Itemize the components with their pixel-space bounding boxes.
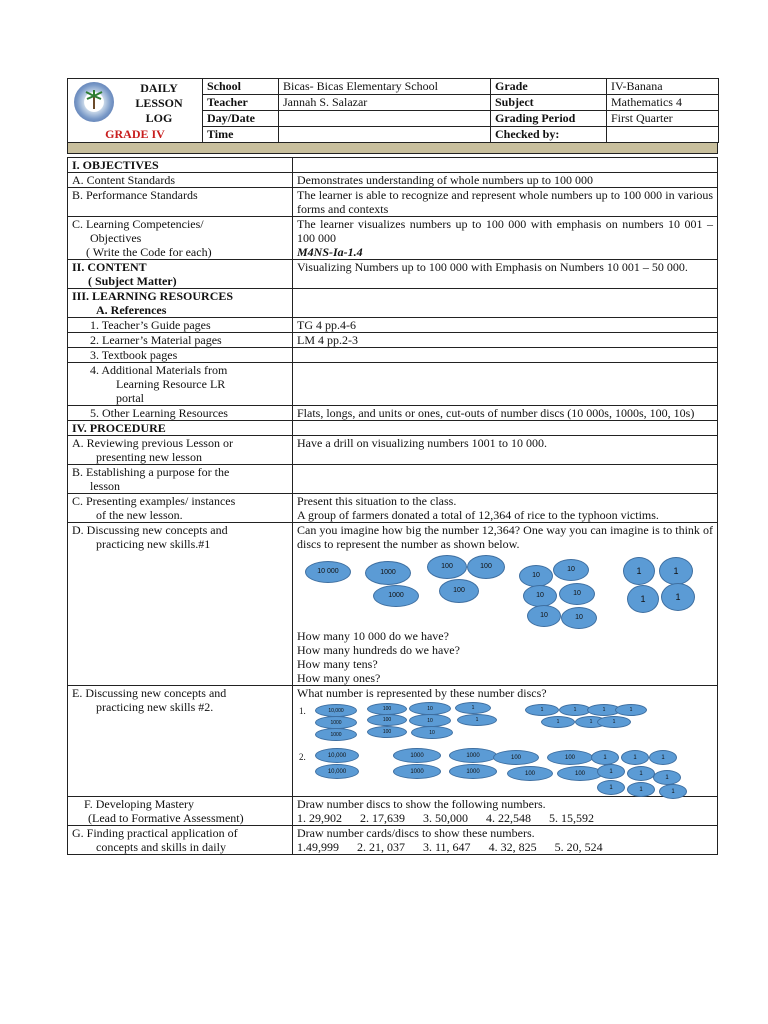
resource-item-1-label: 1. Teacher’s Guide pages [68,318,293,333]
number-item: 2. 17,639 [360,811,405,825]
number-disc: 100 [367,703,407,715]
resource-item-1-value: TG 4 pp.4-6 [293,318,718,333]
number-disc: 1 [597,780,625,795]
number-item: 1.49,999 [297,840,339,854]
number-disc: 10 [561,607,597,629]
checked-value [607,127,719,143]
number-item: 5. 15,592 [549,811,594,825]
header-table [67,78,719,143]
number-disc: 1 [559,704,591,716]
subject-label: Subject [491,95,607,111]
checked-label: Checked by: [491,127,607,143]
date-label: Day/Date [203,111,279,127]
number-disc: 1000 [365,561,411,585]
number-item: 3. 11, 647 [423,840,471,854]
number-disc: 1 [627,782,655,797]
number-disc: 1000 [449,764,497,779]
mastery-number-list [297,811,713,825]
number-disc: 1000 [373,585,419,607]
resource-item-3-label: 3. Textbook pages [68,348,293,363]
procedure-b-label: B. Establishing a purpose for the lesson [68,465,293,494]
number-disc: 1 [541,716,575,728]
number-disc: 100 [507,766,553,781]
number-disc: 1000 [393,748,441,763]
grade-value: IV-Banana [607,79,719,95]
number-disc: 1 [525,704,559,716]
school-label: School [203,79,279,95]
number-disc: 1 [649,750,677,765]
number-item: 4. 32, 825 [488,840,537,854]
number-disc: 1 [455,702,491,714]
time-value [279,127,491,143]
resource-item-4-label: 4. Additional Materials from Learning Resource LR portal [68,363,293,406]
number-disc: 10 [409,714,451,727]
number-item: 3. 50,000 [423,811,468,825]
number-disc: 10,000 [315,704,357,717]
competencies-label: C. Learning Competencies/ Objectives ( Write the Code for each) [68,217,293,260]
number-item: 1. 29,902 [297,811,342,825]
number-disc: 1 [627,585,659,613]
resource-item-5-label: 5. Other Learning Resources [68,406,293,421]
number-item: 4. 22,548 [486,811,531,825]
procedure-a-value: Have a drill on visualizing numbers 1001 to 10 000. [293,436,718,465]
number-disc: 10 [527,605,561,627]
period-label: Grading Period [491,111,607,127]
number-disc: 1000 [315,728,357,741]
content-heading: II. CONTENT ( Subject Matter) [68,260,293,289]
number-item: 5. 20, 524 [554,840,603,854]
number-disc: 10 000 [305,561,351,583]
resource-item-3-value [293,348,718,363]
procedure-heading: IV. PROCEDURE [68,421,293,436]
number-item: 2. 21, 037 [357,840,405,854]
number-disc: 1000 [449,748,497,763]
number-disc: 10 [523,585,557,607]
resource-item-5-value: Flats, longs, and units or ones, cut-outs of number discs (10 000s, 1000s, 100, 10s) [293,406,718,421]
number-disc: 1 [659,557,693,585]
number-disc: 1 [597,716,631,728]
number-disc: 100 [439,579,479,603]
objectives-heading: I. OBJECTIVES [68,158,293,173]
procedure-d-value: Can you imagine how big the number 12,364? One way you can imagine is to think of discs to represent the number as shown below. 10 000 1000 1000 100 100 100 10 10 10 10 10 10 1 1 1 1 How many 10 000 do we have? How many hundreds do we have? How many tens? How many ones? [293,523,718,686]
school-logo-cell [68,79,203,143]
number-disc: 1 [661,583,695,611]
resource-item-2-value: LM 4 pp.2-3 [293,333,718,348]
teacher-value: Jannah S. Salazar [279,95,491,111]
number-disc: 10 [409,702,451,715]
exercise-number-1: 1. [299,706,306,716]
procedure-f-value: Draw number discs to show the following numbers. 1. 29,902 2. 17,639 3. 50,000 4. 22,548 5. 15,592 [293,797,718,826]
number-disc: 100 [493,750,539,765]
grade-label: Grade [491,79,607,95]
number-disc: 1000 [315,716,357,729]
exercise-number-2: 2. [299,752,306,762]
competencies-value: The learner visualizes numbers up to 100 000 with emphasis on numbers 10 001 – 100 000 M4NS-Ia-1.4 [293,217,718,260]
school-seal-icon [74,82,114,122]
subject-value: Mathematics 4 [607,95,719,111]
number-disc: 1 [627,766,655,781]
number-disc: 10,000 [315,748,359,763]
procedure-f-label: F. Developing Mastery (Lead to Formative Assessment) [68,797,293,826]
time-label: Time [203,127,279,143]
number-disc: 1 [623,557,655,585]
period-value: First Quarter [607,111,719,127]
number-disc: 1 [653,770,681,785]
procedure-d-label: D. Discussing new concepts and practicing new skills.#1 [68,523,293,686]
number-disc: 100 [467,555,505,579]
number-disc: 1 [621,750,649,765]
number-disc: 1 [591,750,619,765]
number-discs-exercise [297,700,713,796]
procedure-e-value: What number is represented by these number discs? 1. 2. 10,000 1000 1000 100 100 100 10 10 10 1 1 1 1 1 1 1 1 1 10,000 10,000 1000 1000 1000 1000 100 100 100 100 1 1 1 1 1 1 1 1 1 [293,686,718,797]
number-disc: 10 [519,565,553,587]
teacher-label: Teacher [203,95,279,111]
number-discs-example [297,551,713,629]
number-disc: 1 [659,784,687,799]
number-disc: 1 [615,704,647,716]
procedure-a-label: A. Reviewing previous Lesson or presenting new lesson [68,436,293,465]
number-disc: 100 [547,750,593,765]
number-disc: 10 [553,559,589,581]
procedure-g-label: G. Finding practical application of concepts and skills in daily [68,826,293,855]
competency-code: M4NS-Ia-1.4 [297,245,363,259]
application-number-list [297,840,713,854]
performance-standards-value: The learner is able to recognize and represent whole numbers up to 100 000 in various forms and contexts [293,188,718,217]
number-disc: 1 [587,704,621,716]
date-value [279,111,491,127]
number-disc: 1000 [393,764,441,779]
procedure-g-value: Draw number cards/discs to show these numbers. 1.49,999 2. 21, 037 3. 11, 647 4. 32, 825 5. 20, 524 [293,826,718,855]
daily-lesson-log-title: DAILY LESSON LOG [135,81,183,125]
number-disc: 10 [411,726,453,739]
lesson-table [67,157,718,855]
school-value: Bicas- Bicas Elementary School [279,79,491,95]
lesson-log-page [67,78,718,855]
number-disc: 100 [427,555,467,579]
resource-item-2-label: 2. Learner’s Material pages [68,333,293,348]
number-disc: 10 [559,583,595,605]
number-disc: 1 [575,716,607,728]
content-value: Visualizing Numbers up to 100 000 with Emphasis on Numbers 10 001 – 50 000. [293,260,718,289]
content-standards-label: A. Content Standards [68,173,293,188]
number-disc: 100 [367,714,407,726]
performance-standards-label: B. Performance Standards [68,188,293,217]
header-divider-bar [67,143,718,154]
content-standards-value: Demonstrates understanding of whole numbers up to 100 000 [293,173,718,188]
number-disc: 100 [557,766,603,781]
number-disc: 100 [367,726,407,738]
number-disc: 10,000 [315,764,359,779]
procedure-c-value: Present this situation to the class. A group of farmers donated a total of 12,364 of rice to the typhoon victims. [293,494,718,523]
procedure-c-label: C. Presenting examples/ instances of the new lesson. [68,494,293,523]
number-disc: 1 [457,714,497,726]
grade-banner: GRADE IV [105,127,165,141]
number-disc: 1 [597,764,625,779]
procedure-e-label: E. Discussing new concepts and practicing new skills #2. [68,686,293,797]
resources-heading: III. LEARNING RESOURCES A. References [68,289,293,318]
